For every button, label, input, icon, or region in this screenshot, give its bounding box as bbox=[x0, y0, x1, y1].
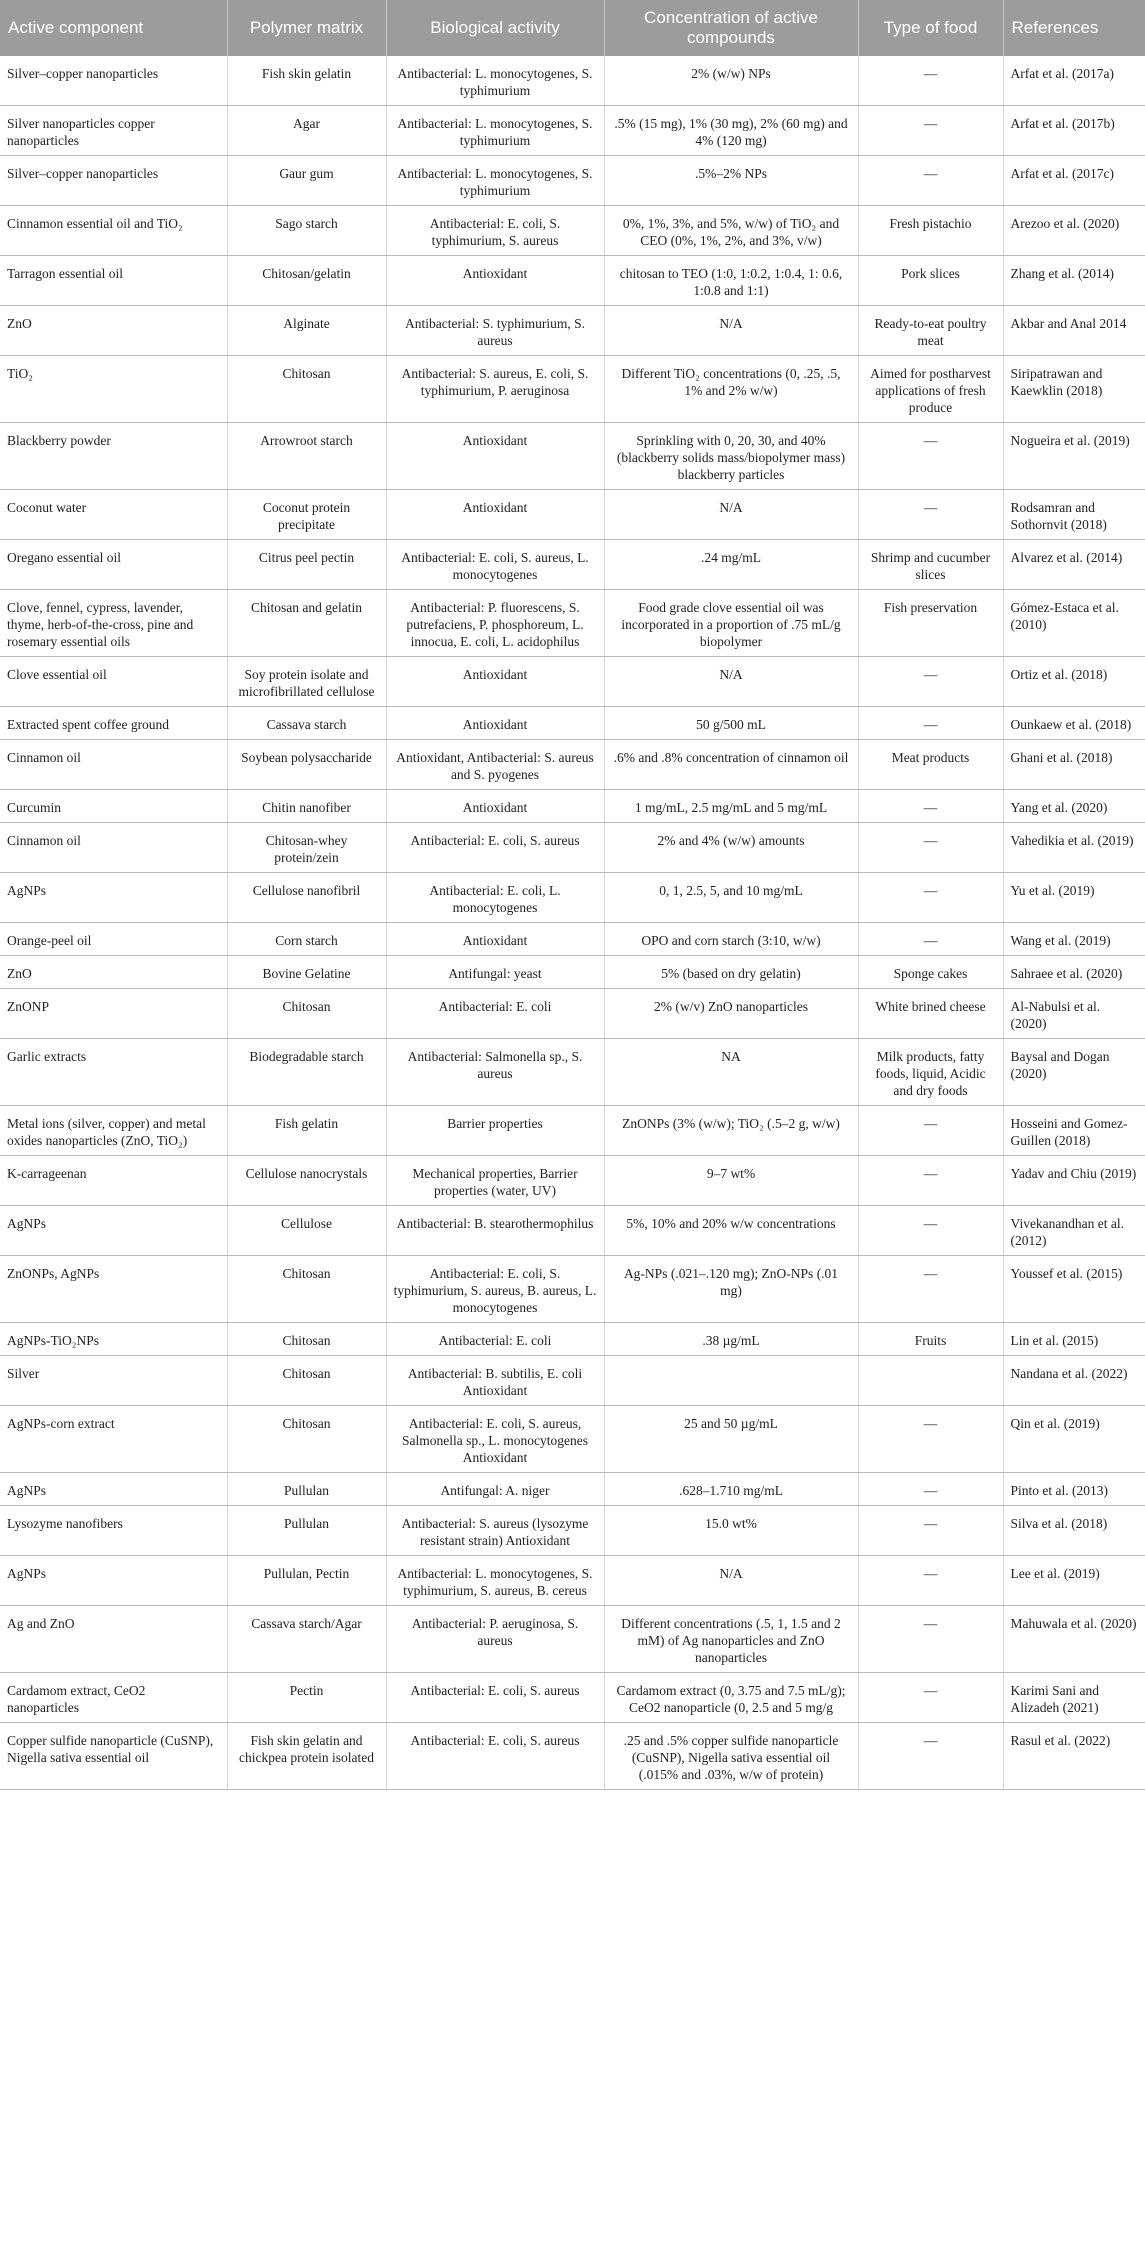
cell-biological-activity: Barrier properties bbox=[386, 1106, 604, 1156]
cell-active-component: Lysozyme nanofibers bbox=[0, 1506, 227, 1556]
cell-type-of-food: Aimed for postharvest applications of fresh produce bbox=[858, 356, 1003, 423]
header-concentration: Concentration of active compounds bbox=[604, 0, 858, 56]
cell-reference: Arezoo et al. (2020) bbox=[1003, 206, 1145, 256]
cell-active-component: Cinnamon essential oil and TiO₂ bbox=[0, 206, 227, 256]
cell-type-of-food: Milk products, fatty foods, liquid, Acidic and dry foods bbox=[858, 1039, 1003, 1106]
cell-reference: Akbar and Anal 2014 bbox=[1003, 306, 1145, 356]
cell-concentration: 2% and 4% (w/w) amounts bbox=[604, 823, 858, 873]
cell-type-of-food: Meat products bbox=[858, 740, 1003, 790]
table-row bbox=[0, 1406, 1145, 1473]
table-row bbox=[0, 1256, 1145, 1323]
table-row bbox=[0, 206, 1145, 256]
cell-biological-activity: Antibacterial: E. coli, S. aureus, L. monocytogenes bbox=[386, 540, 604, 590]
cell-reference: Ortiz et al. (2018) bbox=[1003, 657, 1145, 707]
cell-biological-activity: Antibacterial: E. coli, S. aureus bbox=[386, 823, 604, 873]
cell-type-of-food: — bbox=[858, 1723, 1003, 1790]
cell-concentration: 2% (w/v) ZnO nanoparticles bbox=[604, 989, 858, 1039]
cell-type-of-food: — bbox=[858, 823, 1003, 873]
cell-reference: Youssef et al. (2015) bbox=[1003, 1256, 1145, 1323]
cell-reference: Arfat et al. (2017b) bbox=[1003, 106, 1145, 156]
cell-type-of-food: Pork slices bbox=[858, 256, 1003, 306]
cell-type-of-food: — bbox=[858, 1506, 1003, 1556]
cell-concentration: 2% (w/w) NPs bbox=[604, 56, 858, 106]
cell-type-of-food bbox=[858, 1356, 1003, 1406]
cell-type-of-food: — bbox=[858, 1206, 1003, 1256]
cell-type-of-food: — bbox=[858, 707, 1003, 740]
cell-biological-activity: Antioxidant, Antibacterial: S. aureus and S. pyogenes bbox=[386, 740, 604, 790]
table-row bbox=[0, 790, 1145, 823]
cell-polymer-matrix: Soy protein isolate and microfibrillated cellulose bbox=[227, 657, 386, 707]
cell-polymer-matrix: Alginate bbox=[227, 306, 386, 356]
table-row bbox=[0, 490, 1145, 540]
cell-polymer-matrix: Pectin bbox=[227, 1673, 386, 1723]
cell-type-of-food: — bbox=[858, 1406, 1003, 1473]
cell-reference: Mahuwala et al. (2020) bbox=[1003, 1606, 1145, 1673]
cell-active-component: ZnO bbox=[0, 956, 227, 989]
cell-active-component: Cardamom extract, CeO2 nanoparticles bbox=[0, 1673, 227, 1723]
cell-polymer-matrix: Chitosan-whey protein/zein bbox=[227, 823, 386, 873]
cell-polymer-matrix: Pullulan bbox=[227, 1506, 386, 1556]
table-row bbox=[0, 1206, 1145, 1256]
cell-active-component: ZnONP bbox=[0, 989, 227, 1039]
cell-polymer-matrix: Cellulose nanofibril bbox=[227, 873, 386, 923]
cell-active-component: Clove essential oil bbox=[0, 657, 227, 707]
cell-active-component: Tarragon essential oil bbox=[0, 256, 227, 306]
cell-polymer-matrix: Cellulose nanocrystals bbox=[227, 1156, 386, 1206]
cell-concentration: .5% (15 mg), 1% (30 mg), 2% (60 mg) and 4% (120 mg) bbox=[604, 106, 858, 156]
cell-concentration: Sprinkling with 0, 20, 30, and 40% (blackberry solids mass/biopolymer mass) blackberry particles bbox=[604, 423, 858, 490]
table-row bbox=[0, 1156, 1145, 1206]
cell-biological-activity: Antibacterial: L. monocytogenes, S. typhimurium, S. aureus, B. cereus bbox=[386, 1556, 604, 1606]
cell-active-component: TiO₂ bbox=[0, 356, 227, 423]
table-row bbox=[0, 306, 1145, 356]
cell-concentration: 5% (based on dry gelatin) bbox=[604, 956, 858, 989]
cell-polymer-matrix: Chitosan/gelatin bbox=[227, 256, 386, 306]
cell-polymer-matrix: Bovine Gelatine bbox=[227, 956, 386, 989]
cell-concentration: N/A bbox=[604, 1556, 858, 1606]
cell-type-of-food: — bbox=[858, 156, 1003, 206]
cell-reference: Yu et al. (2019) bbox=[1003, 873, 1145, 923]
cell-reference: Arfat et al. (2017a) bbox=[1003, 56, 1145, 106]
cell-polymer-matrix: Cellulose bbox=[227, 1206, 386, 1256]
cell-concentration: 5%, 10% and 20% w/w concentrations bbox=[604, 1206, 858, 1256]
cell-polymer-matrix: Fish skin gelatin and chickpea protein isolated bbox=[227, 1723, 386, 1790]
cell-concentration: .628–1.710 mg/mL bbox=[604, 1473, 858, 1506]
table-row bbox=[0, 156, 1145, 206]
cell-reference: Sahraee et al. (2020) bbox=[1003, 956, 1145, 989]
cell-reference: Gómez-Estaca et al. (2010) bbox=[1003, 590, 1145, 657]
table-row bbox=[0, 1673, 1145, 1723]
cell-polymer-matrix: Fish gelatin bbox=[227, 1106, 386, 1156]
cell-concentration: .24 mg/mL bbox=[604, 540, 858, 590]
table-body bbox=[0, 56, 1145, 1790]
cell-concentration: NA bbox=[604, 1039, 858, 1106]
cell-polymer-matrix: Chitosan bbox=[227, 1256, 386, 1323]
cell-active-component: Silver–copper nanoparticles bbox=[0, 56, 227, 106]
cell-biological-activity: Antioxidant bbox=[386, 707, 604, 740]
cell-type-of-food: — bbox=[858, 1106, 1003, 1156]
cell-type-of-food: Sponge cakes bbox=[858, 956, 1003, 989]
cell-active-component: Metal ions (silver, copper) and metal oxides nanoparticles (ZnO, TiO₂) bbox=[0, 1106, 227, 1156]
cell-biological-activity: Antibacterial: E. coli, S. aureus bbox=[386, 1673, 604, 1723]
cell-active-component: AgNPs bbox=[0, 873, 227, 923]
cell-biological-activity: Antibacterial: E. coli, S. typhimurium, S. aureus, B. aureus, L. monocytogenes bbox=[386, 1256, 604, 1323]
cell-reference: Alvarez et al. (2014) bbox=[1003, 540, 1145, 590]
cell-type-of-food: — bbox=[858, 1156, 1003, 1206]
cell-type-of-food: — bbox=[858, 657, 1003, 707]
cell-reference: Silva et al. (2018) bbox=[1003, 1506, 1145, 1556]
cell-biological-activity: Antibacterial: B. stearothermophilus bbox=[386, 1206, 604, 1256]
cell-concentration bbox=[604, 1356, 858, 1406]
cell-reference: Siripatrawan and Kaewklin (2018) bbox=[1003, 356, 1145, 423]
header-biological-activity: Biological activity bbox=[386, 0, 604, 56]
table-row bbox=[0, 1356, 1145, 1406]
table-row bbox=[0, 1556, 1145, 1606]
cell-concentration: Different concentrations (.5, 1, 1.5 and 2 mM) of Ag nanoparticles and ZnO nanoparticles bbox=[604, 1606, 858, 1673]
cell-type-of-food: Fish preservation bbox=[858, 590, 1003, 657]
cell-active-component: AgNPs-TiO₂NPs bbox=[0, 1323, 227, 1356]
table-row bbox=[0, 1039, 1145, 1106]
cell-polymer-matrix: Cassava starch bbox=[227, 707, 386, 740]
cell-biological-activity: Antioxidant bbox=[386, 657, 604, 707]
cell-active-component: Oregano essential oil bbox=[0, 540, 227, 590]
cell-biological-activity: Antibacterial: E. coli bbox=[386, 1323, 604, 1356]
cell-active-component: Silver nanoparticles copper nanoparticles bbox=[0, 106, 227, 156]
cell-biological-activity: Antibacterial: S. aureus (lysozyme resistant strain) Antioxidant bbox=[386, 1506, 604, 1556]
cell-concentration: .5%–2% NPs bbox=[604, 156, 858, 206]
cell-concentration: .25 and .5% copper sulfide nanoparticle (CuSNP), Nigella sativa essential oil (.015% and .03%, w/w of protein) bbox=[604, 1723, 858, 1790]
cell-reference: Arfat et al. (2017c) bbox=[1003, 156, 1145, 206]
table-row bbox=[0, 740, 1145, 790]
header-active-component: Active component bbox=[0, 0, 227, 56]
cell-type-of-food: — bbox=[858, 1256, 1003, 1323]
cell-active-component: Curcumin bbox=[0, 790, 227, 823]
table-row bbox=[0, 423, 1145, 490]
cell-active-component: AgNPs bbox=[0, 1473, 227, 1506]
cell-polymer-matrix: Agar bbox=[227, 106, 386, 156]
cell-reference: Qin et al. (2019) bbox=[1003, 1406, 1145, 1473]
cell-reference: Nogueira et al. (2019) bbox=[1003, 423, 1145, 490]
table-row bbox=[0, 1606, 1145, 1673]
cell-active-component: Ag and ZnO bbox=[0, 1606, 227, 1673]
table-row bbox=[0, 873, 1145, 923]
cell-biological-activity: Antibacterial: Salmonella sp., S. aureus bbox=[386, 1039, 604, 1106]
cell-biological-activity: Antibacterial: L. monocytogenes, S. typhimurium bbox=[386, 56, 604, 106]
cell-biological-activity: Antibacterial: L. monocytogenes, S. typhimurium bbox=[386, 156, 604, 206]
table-row bbox=[0, 106, 1145, 156]
cell-concentration: Ag-NPs (.021–.120 mg); ZnO-NPs (.01 mg) bbox=[604, 1256, 858, 1323]
cell-polymer-matrix: Corn starch bbox=[227, 923, 386, 956]
cell-type-of-food: — bbox=[858, 490, 1003, 540]
cell-reference: Pinto et al. (2013) bbox=[1003, 1473, 1145, 1506]
cell-biological-activity: Antibacterial: B. subtilis, E. coli Antioxidant bbox=[386, 1356, 604, 1406]
cell-type-of-food: — bbox=[858, 1673, 1003, 1723]
cell-biological-activity: Mechanical properties, Barrier properties (water, UV) bbox=[386, 1156, 604, 1206]
cell-reference: Baysal and Dogan (2020) bbox=[1003, 1039, 1145, 1106]
cell-type-of-food: — bbox=[858, 56, 1003, 106]
cell-type-of-food: Fresh pistachio bbox=[858, 206, 1003, 256]
cell-biological-activity: Antibacterial: P. aeruginosa, S. aureus bbox=[386, 1606, 604, 1673]
cell-polymer-matrix: Pullulan, Pectin bbox=[227, 1556, 386, 1606]
cell-concentration: N/A bbox=[604, 306, 858, 356]
table-row bbox=[0, 56, 1145, 106]
table-row bbox=[0, 1106, 1145, 1156]
cell-polymer-matrix: Biodegradable starch bbox=[227, 1039, 386, 1106]
cell-biological-activity: Antibacterial: E. coli, S. aureus bbox=[386, 1723, 604, 1790]
cell-reference: Nandana et al. (2022) bbox=[1003, 1356, 1145, 1406]
cell-biological-activity: Antibacterial: E. coli bbox=[386, 989, 604, 1039]
cell-reference: Ounkaew et al. (2018) bbox=[1003, 707, 1145, 740]
cell-concentration: 9–7 wt% bbox=[604, 1156, 858, 1206]
cell-active-component: ZnONPs, AgNPs bbox=[0, 1256, 227, 1323]
cell-type-of-food: — bbox=[858, 923, 1003, 956]
cell-biological-activity: Antibacterial: S. typhimurium, S. aureus bbox=[386, 306, 604, 356]
cell-reference: Hosseini and Gomez-Guillen (2018) bbox=[1003, 1106, 1145, 1156]
cell-biological-activity: Antifungal: yeast bbox=[386, 956, 604, 989]
cell-type-of-food: White brined cheese bbox=[858, 989, 1003, 1039]
cell-type-of-food: — bbox=[858, 873, 1003, 923]
cell-polymer-matrix: Chitosan bbox=[227, 1323, 386, 1356]
cell-reference: Karimi Sani and Alizadeh (2021) bbox=[1003, 1673, 1145, 1723]
cell-reference: Zhang et al. (2014) bbox=[1003, 256, 1145, 306]
cell-biological-activity: Antifungal: A. niger bbox=[386, 1473, 604, 1506]
table-row bbox=[0, 989, 1145, 1039]
cell-active-component: ZnO bbox=[0, 306, 227, 356]
header-type-of-food: Type of food bbox=[858, 0, 1003, 56]
cell-concentration: .6% and .8% concentration of cinnamon oil bbox=[604, 740, 858, 790]
cell-concentration: N/A bbox=[604, 657, 858, 707]
cell-polymer-matrix: Chitin nanofiber bbox=[227, 790, 386, 823]
header-row bbox=[0, 0, 1145, 56]
cell-type-of-food: — bbox=[858, 423, 1003, 490]
cell-active-component: Silver bbox=[0, 1356, 227, 1406]
cell-concentration: 0%, 1%, 3%, and 5%, w/w) of TiO₂ and CEO (0%, 1%, 2%, and 3%, v/w) bbox=[604, 206, 858, 256]
cell-concentration: Food grade clove essential oil was incorporated in a proportion of .75 mL/g biopolymer bbox=[604, 590, 858, 657]
cell-concentration: 25 and 50 µg/mL bbox=[604, 1406, 858, 1473]
cell-concentration: 0, 1, 2.5, 5, and 10 mg/mL bbox=[604, 873, 858, 923]
cell-concentration: Different TiO₂ concentrations (0, .25, .5, 1% and 2% w/w) bbox=[604, 356, 858, 423]
cell-biological-activity: Antioxidant bbox=[386, 790, 604, 823]
cell-active-component: Copper sulfide nanoparticle (CuSNP), Nigella sativa essential oil bbox=[0, 1723, 227, 1790]
table-row bbox=[0, 1506, 1145, 1556]
cell-reference: Vivekanandhan et al. (2012) bbox=[1003, 1206, 1145, 1256]
table-row bbox=[0, 256, 1145, 306]
cell-biological-activity: Antioxidant bbox=[386, 423, 604, 490]
cell-concentration: N/A bbox=[604, 490, 858, 540]
cell-reference: Rodsamran and Sothornvit (2018) bbox=[1003, 490, 1145, 540]
cell-active-component: Garlic extracts bbox=[0, 1039, 227, 1106]
cell-concentration: 1 mg/mL, 2.5 mg/mL and 5 mg/mL bbox=[604, 790, 858, 823]
cell-polymer-matrix: Soybean polysaccharide bbox=[227, 740, 386, 790]
cell-polymer-matrix: Chitosan bbox=[227, 989, 386, 1039]
table-row bbox=[0, 923, 1145, 956]
header-references: References bbox=[1003, 0, 1145, 56]
cell-concentration: ZnONPs (3% (w/w); TiO₂ (.5–2 g, w/w) bbox=[604, 1106, 858, 1156]
cell-reference: Yang et al. (2020) bbox=[1003, 790, 1145, 823]
cell-active-component: AgNPs bbox=[0, 1206, 227, 1256]
table-row bbox=[0, 956, 1145, 989]
cell-biological-activity: Antioxidant bbox=[386, 490, 604, 540]
cell-type-of-food: Ready-to-eat poultry meat bbox=[858, 306, 1003, 356]
cell-active-component: AgNPs bbox=[0, 1556, 227, 1606]
cell-biological-activity: Antibacterial: S. aureus, E. coli, S. typhimurium, P. aeruginosa bbox=[386, 356, 604, 423]
cell-reference: Ghani et al. (2018) bbox=[1003, 740, 1145, 790]
table-row bbox=[0, 707, 1145, 740]
cell-reference: Lee et al. (2019) bbox=[1003, 1556, 1145, 1606]
cell-reference: Lin et al. (2015) bbox=[1003, 1323, 1145, 1356]
cell-polymer-matrix: Arrowroot starch bbox=[227, 423, 386, 490]
cell-polymer-matrix: Sago starch bbox=[227, 206, 386, 256]
cell-concentration: 50 g/500 mL bbox=[604, 707, 858, 740]
cell-active-component: Blackberry powder bbox=[0, 423, 227, 490]
cell-concentration: 15.0 wt% bbox=[604, 1506, 858, 1556]
cell-type-of-food: — bbox=[858, 1473, 1003, 1506]
cell-polymer-matrix: Chitosan bbox=[227, 1406, 386, 1473]
table-header bbox=[0, 0, 1145, 56]
table-row bbox=[0, 1323, 1145, 1356]
cell-concentration: OPO and corn starch (3:10, w/w) bbox=[604, 923, 858, 956]
cell-polymer-matrix: Chitosan bbox=[227, 356, 386, 423]
cell-concentration: chitosan to TEO (1:0, 1:0.2, 1:0.4, 1: 0.6, 1:0.8 and 1:1) bbox=[604, 256, 858, 306]
cell-reference: Vahedikia et al. (2019) bbox=[1003, 823, 1145, 873]
cell-active-component: Silver–copper nanoparticles bbox=[0, 156, 227, 206]
cell-active-component: Clove, fennel, cypress, lavender, thyme, herb-of-the-cross, pine and rosemary essential oils bbox=[0, 590, 227, 657]
table-row bbox=[0, 823, 1145, 873]
cell-active-component: AgNPs-corn extract bbox=[0, 1406, 227, 1473]
cell-biological-activity: Antibacterial: E. coli, S. typhimurium, S. aureus bbox=[386, 206, 604, 256]
cell-polymer-matrix: Cassava starch/Agar bbox=[227, 1606, 386, 1673]
cell-active-component: Cinnamon oil bbox=[0, 823, 227, 873]
cell-polymer-matrix: Gaur gum bbox=[227, 156, 386, 206]
header-polymer-matrix: Polymer matrix bbox=[227, 0, 386, 56]
cell-biological-activity: Antioxidant bbox=[386, 923, 604, 956]
cell-concentration: .38 µg/mL bbox=[604, 1323, 858, 1356]
cell-polymer-matrix: Chitosan bbox=[227, 1356, 386, 1406]
cell-polymer-matrix: Coconut protein precipitate bbox=[227, 490, 386, 540]
table-row bbox=[0, 1473, 1145, 1506]
cell-reference: Rasul et al. (2022) bbox=[1003, 1723, 1145, 1790]
cell-biological-activity: Antibacterial: E. coli, S. aureus, Salmonella sp., L. monocytogenes Antioxidant bbox=[386, 1406, 604, 1473]
table-row bbox=[0, 1723, 1145, 1790]
cell-type-of-food: Shrimp and cucumber slices bbox=[858, 540, 1003, 590]
cell-polymer-matrix: Pullulan bbox=[227, 1473, 386, 1506]
cell-active-component: Extracted spent coffee ground bbox=[0, 707, 227, 740]
cell-concentration: Cardamom extract (0, 3.75 and 7.5 mL/g); CeO2 nanoparticle (0, 2.5 and 5 mg/g bbox=[604, 1673, 858, 1723]
cell-type-of-food: Fruits bbox=[858, 1323, 1003, 1356]
table-row bbox=[0, 657, 1145, 707]
cell-biological-activity: Antibacterial: E. coli, L. monocytogenes bbox=[386, 873, 604, 923]
cell-active-component: K-carrageenan bbox=[0, 1156, 227, 1206]
cell-type-of-food: — bbox=[858, 790, 1003, 823]
cell-polymer-matrix: Chitosan and gelatin bbox=[227, 590, 386, 657]
cell-type-of-food: — bbox=[858, 1556, 1003, 1606]
cell-biological-activity: Antibacterial: L. monocytogenes, S. typhimurium bbox=[386, 106, 604, 156]
table-row bbox=[0, 590, 1145, 657]
cell-type-of-food: — bbox=[858, 1606, 1003, 1673]
cell-biological-activity: Antibacterial: P. fluorescens, S. putrefaciens, P. phosphoreum, L. innocua, E. coli, L. acidophilus bbox=[386, 590, 604, 657]
cell-active-component: Coconut water bbox=[0, 490, 227, 540]
cell-polymer-matrix: Citrus peel pectin bbox=[227, 540, 386, 590]
cell-active-component: Cinnamon oil bbox=[0, 740, 227, 790]
cell-type-of-food: — bbox=[858, 106, 1003, 156]
cell-reference: Al-Nabulsi et al. (2020) bbox=[1003, 989, 1145, 1039]
cell-reference: Yadav and Chiu (2019) bbox=[1003, 1156, 1145, 1206]
cell-polymer-matrix: Fish skin gelatin bbox=[227, 56, 386, 106]
cell-reference: Wang et al. (2019) bbox=[1003, 923, 1145, 956]
cell-active-component: Orange-peel oil bbox=[0, 923, 227, 956]
table-row bbox=[0, 540, 1145, 590]
table-row bbox=[0, 356, 1145, 423]
cell-biological-activity: Antioxidant bbox=[386, 256, 604, 306]
